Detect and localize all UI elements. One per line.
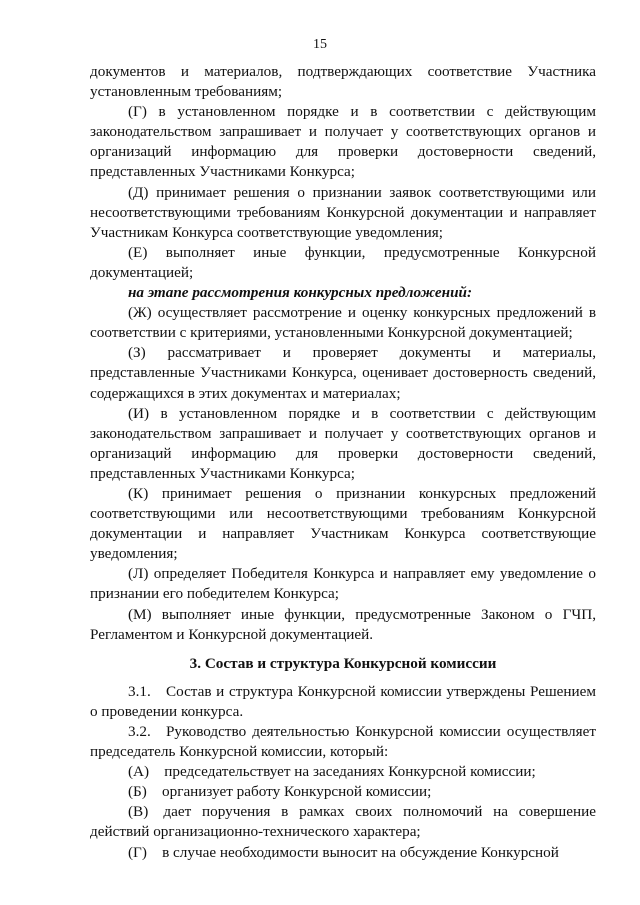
paragraph-item-k: (К) принимает решения о признании конкурсных предложений соответствующими или несоответствующими требованиям Конкурсной документации и направляет Участникам Конкурса соответствующие уведомления; <box>90 484 596 563</box>
document-body <box>90 62 596 863</box>
paragraph-item-i: (И) в установленном порядке и в соответствии с действующим законодательством запрашивает и получает у соответствующих органов и организаций информацию для проверки достоверности сведений, представленных Участниками Конкурса; <box>90 404 596 482</box>
stage-heading: на этапе рассмотрения конкурсных предложений: <box>128 284 473 302</box>
paragraph-3-2: 3.2. Руководство деятельностью Конкурсной комиссии осуществляет председатель Конкурсной комиссии, который: <box>90 723 596 761</box>
paragraph-item-zh: (Ж) осуществляет рассмотрение и оценку конкурсных предложений в соответствии с критериями, установленными Конкурсной документацией; <box>90 304 596 342</box>
page-number: 15 <box>313 37 327 52</box>
paragraph-chair-b: (Б) организует работу Конкурсной комиссии; <box>128 783 432 801</box>
paragraph-item-z: (З) рассматривает и проверяет документы и материалы, представленные Участниками Конкурса, оценивает достоверность сведений, содержащихся в этих документах и материалах; <box>90 344 596 402</box>
paragraph-item-e: (Е) выполняет иные функции, предусмотренные Конкурсной документацией; <box>90 243 596 281</box>
section-heading: 3. Состав и структура Конкурсной комиссии <box>189 654 497 672</box>
paragraph-item-m: (М) выполняет иные функции, предусмотренные Законом о ГЧП, Регламентом и Конкурсной документацией. <box>90 605 596 643</box>
paragraph-chair-g: (Г) в случае необходимости выносит на обсуждение Конкурсной <box>128 843 559 861</box>
paragraph-item-d: (Д) принимает решения о признании заявок соответствующими или несоответствующими требованиям Конкурсной документации и направляет Участникам Конкурса соответствующие уведомления; <box>90 183 596 241</box>
paragraph-chair-v: (В) дает поручения в рамках своих полномочий на совершение действий организационно-технического характера; <box>90 803 596 841</box>
paragraph-chair-a: (А) председательствует на заседаниях Конкурсной комиссии; <box>128 763 536 781</box>
paragraph-item-l: (Л) определяет Победителя Конкурса и направляет ему уведомление о признании его победителем Конкурса; <box>90 565 596 603</box>
paragraph-continuation: документов и материалов, подтверждающих соответствие Участника установленным требованиям; <box>90 63 596 101</box>
paragraph-item-g: (Г) в установленном порядке и в соответствии с действующим законодательством запрашивает и получает у соответствующих органов и организаций информацию для проверки достоверности сведений, представленных Участниками Конкурса; <box>90 103 596 181</box>
paragraph-3-1: 3.1. Состав и структура Конкурсной комиссии утверждены Решением о проведении конкурса. <box>90 682 596 720</box>
